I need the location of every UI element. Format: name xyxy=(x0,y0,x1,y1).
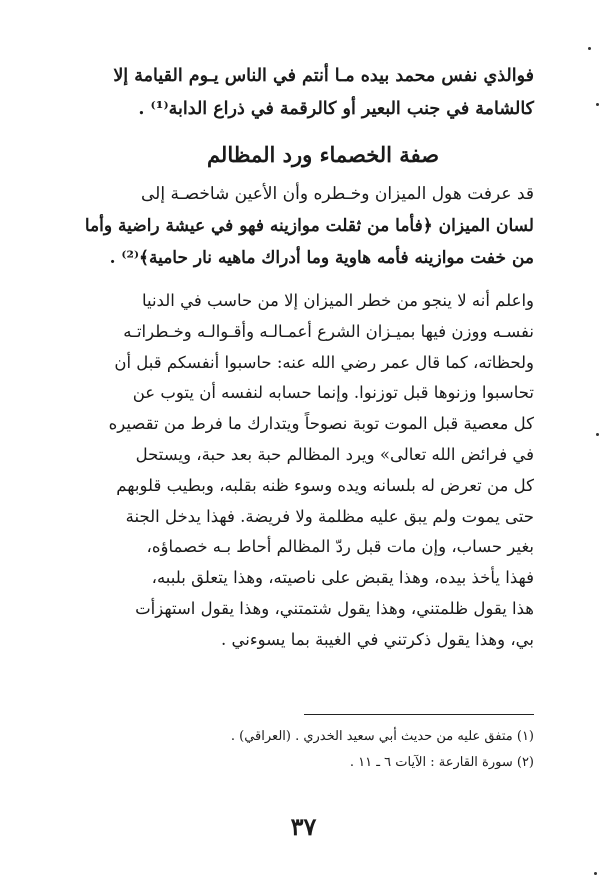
section-heading: صفة الخصماء ورد المظالم xyxy=(206,142,440,167)
text-line: كل معصية قبل الموت توبة نصوحاً ويتدارك ما فرط من تقصيره xyxy=(108,414,534,434)
text-line: فهذا يأخذ بيده، وهذا يقبض على ناصيته، وهذا يتعلق بلببه، xyxy=(151,568,534,588)
text-line: واعلم أنه لا ينجو من خطر الميزان إلا من حاسب في الدنيا xyxy=(141,291,534,310)
page-number: ٣٧ xyxy=(290,812,317,841)
paragraph-mizan xyxy=(84,178,534,274)
text-line: قد عرفت هول الميزان وخـطره وأن الأعين شاخصـة إلى xyxy=(141,184,534,204)
margin-mark xyxy=(594,872,597,875)
margin-mark xyxy=(588,47,591,50)
quran-verse-line: لسان الميزان ﴿فأما من ثقلت موازينه فهو في عيشة راضية وأما xyxy=(84,216,534,236)
margin-mark xyxy=(596,103,599,106)
text-line: هذا يقول ظلمتني، وهذا يقول شتمتني، وهذا يقول استهزأت xyxy=(135,598,534,618)
text-line: بي، وهذا يقول ذكرتني في الغيبة بما يسوءني . xyxy=(221,629,534,649)
text-line: نفسـه ووزن فيها بميـزان الشرع أعمـالـه وأقـوالـه وخـطراتـه xyxy=(123,321,534,341)
text-line: حتى يموت ولم يبق عليه مظلمة ولا فريضة. فهذا يدخل الجنة xyxy=(125,506,534,526)
text-line: فوالذي نفس محمد بيده مـا أنتم في الناس يـوم القيامة إلا xyxy=(113,66,534,86)
paragraph-mazalim xyxy=(108,286,534,656)
text-line: بغير حساب، وإن مات قبل ردّ المظالم أحاط بـه خصماؤه، xyxy=(146,537,534,557)
text-line: كالشامة في جنب البعير أو كالرقمة في ذراع الدابة⁽¹⁾ . xyxy=(138,99,534,119)
margin-mark xyxy=(596,433,599,436)
footnote-1: (١) متفق عليه من حديث أبي سعيد الخدري . (العراقي) . xyxy=(230,729,534,744)
intro-hadith-paragraph xyxy=(112,60,534,126)
text-line: في فرائض الله تعالى» ويرد المظالم حبة بعد حبة، ويستحل xyxy=(135,444,534,464)
text-line: كل من تعرض له بلسانه ويده وسوء ظنه بقلبه، وبطيب قلوبهم xyxy=(116,475,534,495)
quran-verse-line: من خفت موازينه فأمه هاوية وما أدراك ماهيه نار حامية﴾⁽²⁾ . xyxy=(109,248,534,268)
footnote-2: (٢) سورة القارعة : الآيات ٦ ـ ١١ . xyxy=(349,755,534,770)
footnote-separator xyxy=(304,714,534,715)
text-line: ولحظاته، كما قال عمر رضي الله عنه: حاسبوا أنفسكم قبل أن xyxy=(114,352,534,372)
footnotes xyxy=(112,724,534,776)
text-line: تحاسبوا وزنوها قبل توزنوا. وإنما حسابه لنفسه أن يتوب عن xyxy=(132,383,534,403)
